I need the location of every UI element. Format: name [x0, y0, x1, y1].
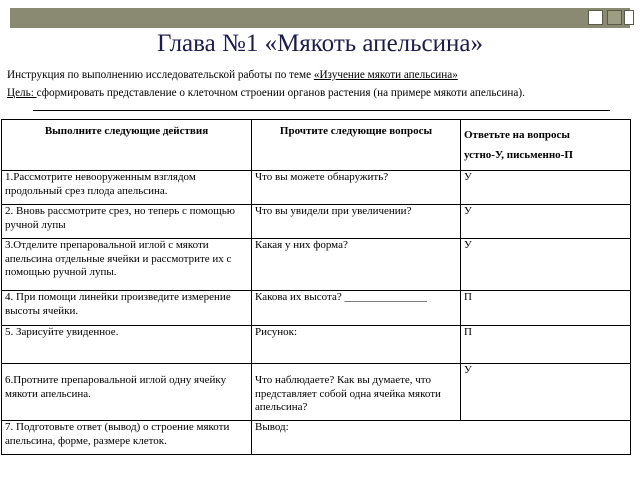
decor-square-olive: [607, 10, 622, 25]
slide-top-bar: [10, 8, 630, 28]
row-5-answer: П: [461, 326, 631, 364]
row-7-action: 7. Подготовьте ответ (вывод) о строение мякоти апельсина, форме, размере клеток.: [2, 421, 252, 455]
table-row: [2, 291, 631, 326]
row-4-action: 4. При помощи линейки произведите измерение высоты ячейки.: [2, 291, 252, 326]
task-table: [1, 119, 631, 455]
header-questions: Прочтите следующие вопросы: [252, 120, 461, 171]
row-6-action: 6.Протните препаровальной иглой одну ячейку мякоти апельсина.: [2, 364, 252, 421]
table-header-row: [2, 120, 631, 146]
instruction-prefix: Инструкция по выполнению исследовательской работы по теме: [7, 69, 314, 81]
row-5-action: 5. Зарисуйте увиденное.: [2, 326, 252, 364]
divider-line: [33, 110, 610, 111]
goal-label: Цель:: [7, 87, 37, 99]
header-answers-line2: устно-У, письменно-П: [464, 149, 573, 161]
table-row: [2, 364, 631, 421]
instruction-line: [7, 69, 458, 81]
row-4-question: Какова их высота? _______________: [252, 291, 461, 326]
decor-square-white: [588, 10, 603, 25]
row-3-question: Какая у них форма?: [252, 239, 461, 291]
table-row: [2, 171, 631, 205]
page-title: Глава №1 «Мякоть апельсина»: [157, 30, 483, 57]
goal-line: [7, 87, 525, 99]
row-6-question: Что наблюдаете? Как вы думаете, что представляет собой одна ячейка мякоти апельсина?: [252, 364, 461, 421]
table-row: [2, 205, 631, 239]
instruction-topic: «Изучение мякоти апельсина»: [313, 69, 458, 81]
row-7-question: Вывод:: [252, 421, 631, 455]
table-row: [2, 421, 631, 455]
header-answers-line1: Ответьте на вопросы: [464, 129, 570, 141]
table-row: [2, 326, 631, 364]
row-1-action: 1.Рассмотрите невооруженным взглядом продольный срез плода апельсина.: [2, 171, 252, 205]
row-2-question: Что вы увидели при увеличении?: [252, 205, 461, 239]
decor-square-edge: [624, 10, 634, 25]
row-2-action: 2. Вновь рассмотрите срез, но теперь с помощью ручной лупы: [2, 205, 252, 239]
row-3-action: 3.Отделите препаровальной иглой с мякоти апельсина отдельные ячейки и рассмотрите их с помощью ручной лупы.: [2, 239, 252, 291]
table-row: [2, 239, 631, 291]
row-5-question: Рисунок:: [252, 326, 461, 364]
row-1-answer: У: [461, 171, 631, 205]
header-answers: [461, 120, 631, 171]
row-6-answer: У: [461, 364, 631, 421]
row-2-answer: У: [461, 205, 631, 239]
row-4-answer: П: [461, 291, 631, 326]
row-1-question: Что вы можете обнаружить?: [252, 171, 461, 205]
header-actions: Выполните следующие действия: [2, 120, 252, 171]
goal-text: сформировать представление о клеточном строении органов растения (на примере мякоти апельсина).: [36, 87, 525, 99]
row-3-answer: У: [461, 239, 631, 291]
